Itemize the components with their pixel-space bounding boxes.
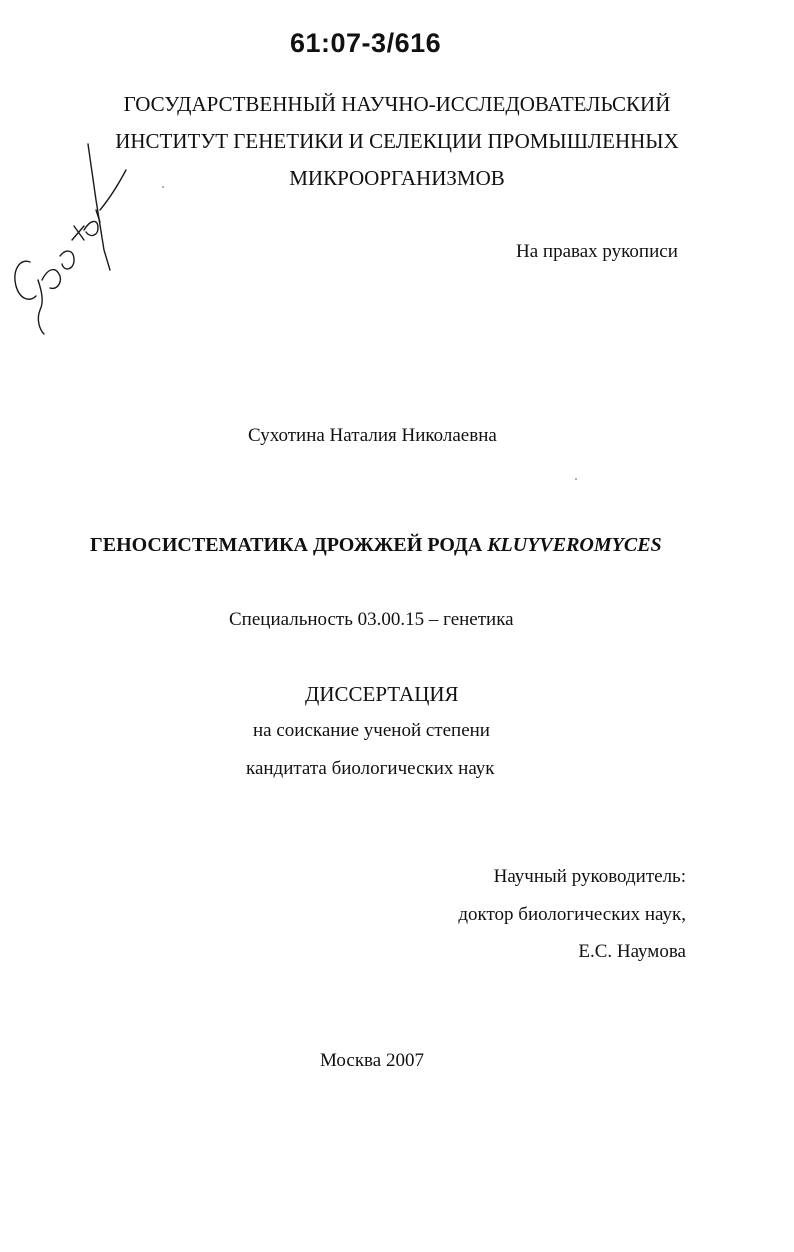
supervisor-label: Научный руководитель: [493,866,686,887]
scan-speck [575,478,577,480]
author-name: Сухотина Наталия Николаевна [248,425,497,446]
manuscript-rights-note: На правах рукописи [516,241,678,262]
institution-line-3: МИКРООРГАНИЗМОВ [289,166,505,190]
archive-stamp-number: 61:07-3/616 [290,28,442,58]
dissertation-label: ДИССЕРТАЦИЯ [305,682,459,706]
dissertation-title-main: ГЕНОСИСТЕМАТИКА ДРОЖЖЕЙ РОДА [90,534,488,556]
degree-line-1: на соискание ученой степени [253,720,490,741]
supervisor-degree: доктор биологических наук, [458,904,686,925]
handwritten-signature [0,130,140,350]
degree-line-2: кандитата биологических наук [246,758,495,779]
dissertation-title-genus: KLUYVEROMYCES [487,534,662,556]
institution-line-2: ИНСТИТУТ ГЕНЕТИКИ И СЕЛЕКЦИИ ПРОМЫШЛЕННЫХ [115,129,679,153]
city-year: Москва 2007 [320,1050,424,1071]
supervisor-name: Е.С. Наумова [578,941,686,962]
dissertation-title [90,534,662,557]
scan-speck [162,186,164,188]
specialty: Специальность 03.00.15 – генетика [229,609,514,630]
institution-line-1: ГОСУДАРСТВЕННЫЙ НАУЧНО-ИССЛЕДОВАТЕЛЬСКИЙ [123,92,671,116]
